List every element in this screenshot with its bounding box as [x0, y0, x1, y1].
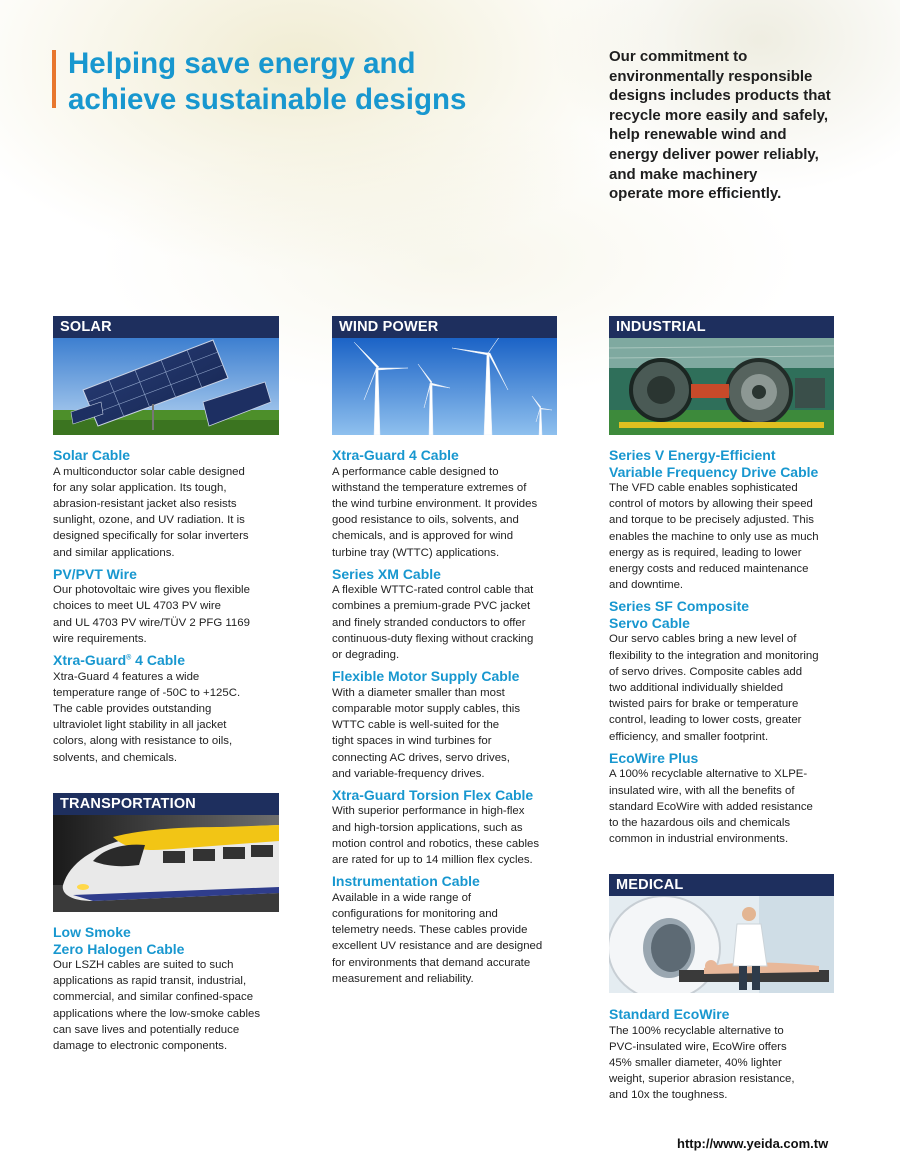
product-description	[332, 582, 568, 663]
text-line: control of motors by allowing their speed	[609, 498, 813, 511]
text-line: A 100% recyclable alternative to XLPE-	[609, 768, 808, 781]
title-line: Variable Frequency Drive Cable	[609, 463, 819, 480]
text-line: designed specifically for solar inverters	[53, 530, 249, 543]
product-description	[332, 464, 568, 561]
title-part: Xtra-Guard	[53, 652, 127, 669]
text-line: for environments that demand accurate	[332, 956, 531, 969]
text-line: for any solar application. Its tough,	[53, 481, 227, 494]
text-line: With superior performance in high-flex	[332, 805, 525, 818]
product-description	[53, 669, 289, 766]
text-line: the wind turbine environment. It provides	[332, 497, 538, 510]
text-line: abrasion-resistant jacket also resists	[53, 497, 237, 510]
text-line: twisted pairs for brake or temperature	[609, 698, 799, 711]
section-heading-transportation: TRANSPORTATION	[53, 793, 279, 815]
registered-mark: ®	[126, 654, 132, 662]
text-line: motion control and robotics, these cables	[332, 837, 540, 850]
intro-line: energy deliver power reliably,	[609, 145, 819, 163]
text-line: or degrading.	[332, 649, 400, 662]
product-description	[332, 890, 568, 987]
text-line: choices to meet UL 4703 PV wire	[53, 600, 221, 613]
text-line: weight, superior abrasion resistance,	[609, 1073, 795, 1086]
text-line: withstand the temperature extremes of	[332, 481, 527, 494]
title-line: Series SF Composite	[609, 598, 750, 615]
text-line: wire requirements.	[53, 632, 147, 645]
intro-line: and make machinery	[609, 165, 758, 183]
text-line: ultraviolet light stability in all jacket	[53, 719, 227, 732]
title-line: Series V Energy-Efficient	[609, 447, 776, 463]
text-line: WTTC cable is well-suited for the	[332, 719, 500, 732]
text-line: solvents, and chemicals.	[53, 751, 178, 764]
text-line: and finely stranded conductors to offer	[332, 616, 526, 629]
intro-line: Our commitment to	[609, 48, 748, 65]
text-line: tight spaces in wind turbines for	[332, 735, 492, 748]
text-line: commercial, and similar confined-space	[53, 991, 254, 1004]
section-heading-medical: MEDICAL	[609, 874, 834, 896]
text-line: Xtra-Guard 4 features a wide	[53, 670, 200, 683]
text-line: connecting AC drives, servo drives,	[332, 751, 510, 764]
product-description	[332, 685, 568, 782]
text-line: turbine tray (WTTC) applications.	[332, 546, 500, 559]
transportation-products	[53, 924, 289, 1054]
title-part: 4 Cable	[131, 652, 185, 669]
title-line-1: Helping save energy and	[68, 47, 416, 80]
intro-line: environmentally responsible	[609, 67, 813, 85]
text-line: energy as is required, leading to lower	[609, 546, 802, 559]
product-title-pv-pvt-wire: PV/PVT Wire	[53, 565, 137, 582]
title-accent-bar	[52, 50, 56, 108]
text-line: 45% smaller diameter, 40% lighter	[609, 1056, 782, 1069]
text-line: insulated wire, with all the benefits of	[609, 784, 795, 797]
text-line: applications where the low-smoke cables	[53, 1007, 261, 1020]
text-line: PVC-insulated wire, EcoWire offers	[609, 1040, 787, 1053]
text-line: enables the machine to only use as much	[609, 530, 819, 543]
product-title-instrumentation-cable: Instrumentation Cable	[332, 873, 480, 890]
text-line: control, leading to lower costs, greater	[609, 714, 802, 727]
text-line: combines a premium-grade PVC jacket	[332, 600, 531, 613]
product-description	[609, 631, 845, 744]
text-line: chemicals, and is approved for wind	[332, 530, 514, 543]
product-title-series-v-vfd-cable	[609, 447, 845, 480]
text-line: and similar applications.	[53, 546, 175, 559]
product-title-xtra-guard-torsion-flex-cable: Xtra-Guard Torsion Flex Cable	[332, 786, 534, 803]
product-description	[53, 957, 289, 1054]
intro-line: help renewable wind and	[609, 126, 787, 144]
text-line: telemetry needs. These cables provide	[332, 924, 528, 937]
title-line: Servo Cable	[609, 614, 690, 631]
industrial-machinery-photo	[609, 338, 834, 435]
medical-scanner-photo	[609, 896, 834, 993]
text-line: A performance cable designed to	[332, 465, 499, 478]
product-title-series-xm-cable: Series XM Cable	[332, 565, 441, 582]
product-description	[609, 480, 845, 593]
product-description	[53, 464, 289, 561]
industrial-products	[609, 447, 845, 847]
title-line: Zero Halogen Cable	[53, 940, 185, 957]
text-line: comparable motor supply cables, this	[332, 702, 521, 715]
footer-url[interactable]: http://www.yeida.com.tw	[677, 1136, 829, 1151]
text-line: and downtime.	[609, 579, 684, 592]
intro-line: recycle more easily and safely,	[609, 106, 829, 124]
solar-products	[53, 447, 289, 766]
section-heading-wind-power: WIND POWER	[332, 316, 557, 338]
text-line: efficiency, and smaller footprint.	[609, 730, 769, 743]
text-line: temperature range of -50C to +125C.	[53, 686, 241, 699]
text-line: and 10x the toughness.	[609, 1089, 728, 1102]
page-title	[68, 46, 548, 118]
product-description	[53, 582, 289, 647]
intro-paragraph	[609, 47, 859, 204]
section-heading-solar: SOLAR	[53, 316, 279, 338]
text-line: The cable provides outstanding	[53, 702, 212, 715]
text-line: A multiconductor solar cable designed	[53, 465, 245, 478]
product-title-xtra-guard-4	[53, 652, 289, 669]
text-line: and variable-frequency drives.	[332, 767, 485, 780]
text-line: and torque to be precisely adjusted. This	[609, 514, 814, 527]
product-title-lszh-cable	[53, 924, 289, 957]
text-line: and high-torsion applications, such as	[332, 821, 523, 834]
text-line: to the hazardous oils and chemicals	[609, 816, 791, 829]
text-line: With a diameter smaller than most	[332, 686, 505, 699]
high-speed-train-photo	[53, 815, 279, 912]
title-line: Low Smoke	[53, 924, 131, 940]
text-line: continuous-duty flexing without cracking	[332, 632, 534, 645]
text-line: can save lives and potentially reduce	[53, 1023, 240, 1036]
text-line: The 100% recyclable alternative to	[609, 1024, 784, 1037]
wind-power-products	[332, 447, 568, 987]
text-line: common in industrial environments.	[609, 833, 789, 846]
product-description	[609, 766, 845, 847]
product-description	[332, 803, 568, 868]
text-line: Available in a wide range of	[332, 891, 472, 904]
text-line: Our photovoltaic wire gives you flexible	[53, 584, 250, 597]
title-line-2: achieve sustainable designs	[68, 83, 467, 116]
text-line: flexibility to the integration and monitoring	[609, 649, 819, 662]
text-line: damage to electronic components.	[53, 1040, 228, 1053]
intro-line: operate more efficiently.	[609, 185, 782, 203]
text-line: Our servo cables bring a new level of	[609, 633, 797, 646]
text-line: energy costs and reduced maintenance	[609, 563, 809, 576]
section-heading-industrial: INDUSTRIAL	[609, 316, 834, 338]
text-line: sunlight, ozone, and UV radiation. It is	[53, 514, 245, 527]
text-line: of servo drives. Composite cables add	[609, 665, 803, 678]
text-line: measurement and reliability.	[332, 972, 474, 985]
text-line: applications as rapid transit, industrial,	[53, 975, 247, 988]
text-line: A flexible WTTC-rated control cable that	[332, 584, 534, 597]
product-title-xtra-guard-4-cable: Xtra-Guard 4 Cable	[332, 447, 459, 463]
product-title-flexible-motor-supply-cable: Flexible Motor Supply Cable	[332, 668, 520, 685]
text-line: and UL 4703 PV wire/TÜV 2 PFG 1169	[53, 616, 250, 629]
intro-line: designs includes products that	[609, 87, 831, 105]
product-description	[609, 1023, 845, 1104]
text-line: colors, along with resistance to oils,	[53, 735, 233, 748]
medical-products	[609, 1006, 845, 1104]
product-title-standard-ecowire: Standard EcoWire	[609, 1006, 730, 1022]
text-line: are rated for up to 14 million flex cycles.	[332, 854, 533, 867]
text-line: standard EcoWire with added resistance	[609, 800, 813, 813]
text-line: good resistance to oils, solvents, and	[332, 514, 519, 527]
text-line: Our LSZH cables are suited to such	[53, 959, 234, 971]
text-line: The VFD cable enables sophisticated	[609, 482, 798, 494]
product-title-ecowire-plus: EcoWire Plus	[609, 749, 699, 766]
wind-turbines-photo	[332, 338, 557, 435]
text-line: excellent UV resistance and are designed	[332, 940, 543, 953]
text-line: configurations for monitoring and	[332, 907, 498, 920]
product-title-solar-cable: Solar Cable	[53, 447, 131, 463]
solar-panel-photo	[53, 338, 279, 435]
product-title-series-sf-composite-servo-cable	[609, 598, 845, 631]
text-line: two additional individually shielded	[609, 682, 784, 695]
